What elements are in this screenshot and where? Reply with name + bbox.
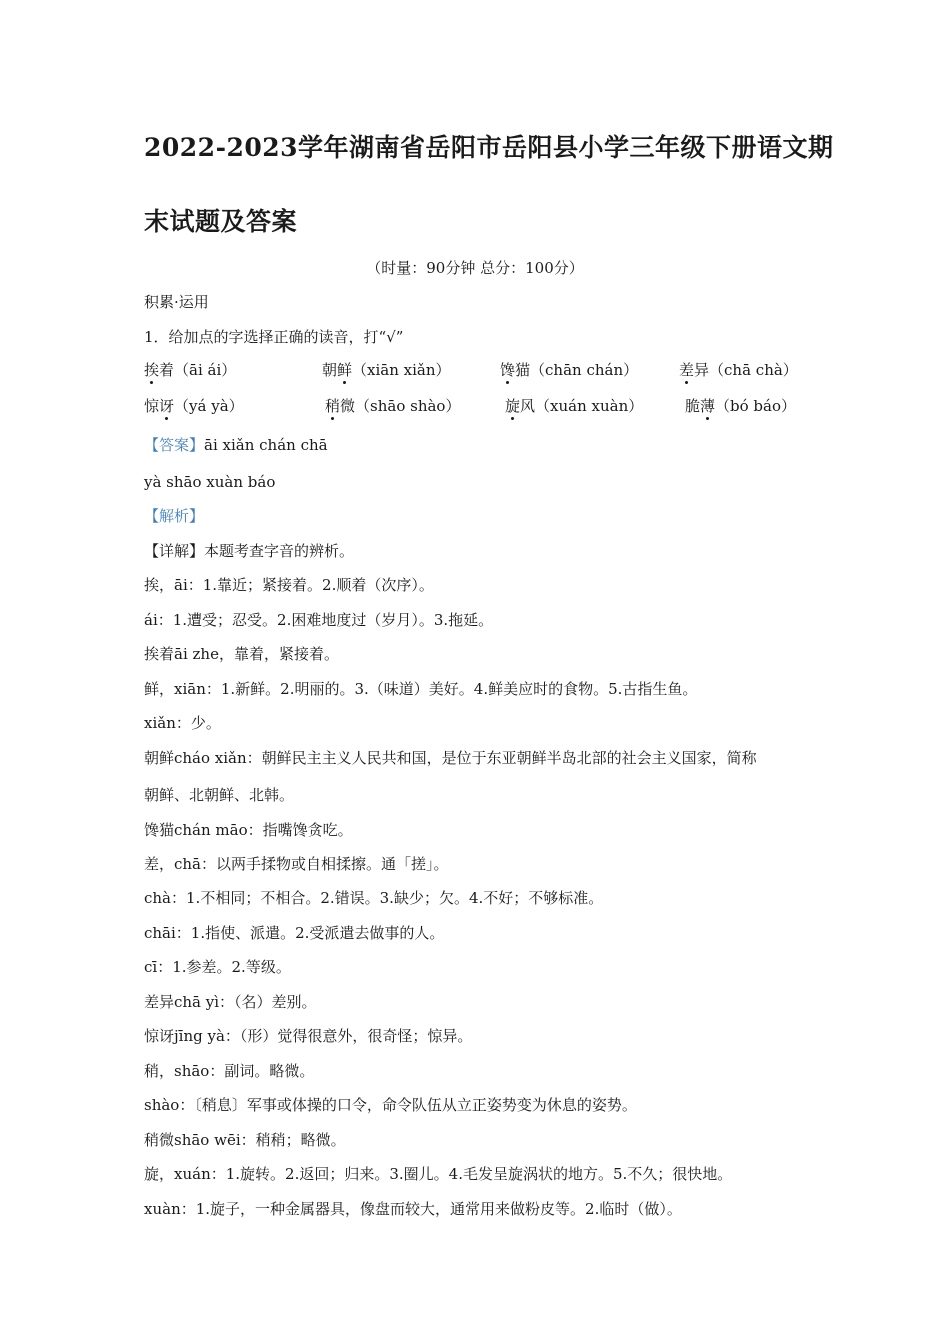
- pinyin-item: 馋猫（chān chán）: [500, 361, 639, 379]
- explanation-line: xuàn：1.旋子，一种金属器具，像盘而较大，通常用来做粉皮等。2.临时（做）。: [144, 1200, 682, 1218]
- question-1-prompt: 1．给加点的字选择正确的读音，打“√”: [144, 328, 404, 346]
- answer-line-2: yà shāo xuàn báo: [144, 473, 276, 491]
- explanation-line: 鲜，xiān：1.新鲜。2.明丽的。3.（味道）美好。4.鲜美应时的食物。5.古指生鱼。: [144, 680, 698, 698]
- pinyin-item: 挨着（āi ái）: [144, 361, 237, 379]
- pinyin-item: 旋风（xuán xuàn）: [505, 397, 644, 415]
- explanation-line: chāi：1.指使、派遣。2.受派遣去做事的人。: [144, 924, 445, 942]
- dotted-char: 鲜: [337, 361, 353, 379]
- explanation-line: 惊讶jīng yà：（形）觉得很意外，很奇怪；惊异。: [144, 1027, 473, 1045]
- explanation-line: cī：1.参差。2.等级。: [144, 958, 291, 976]
- explanation-line: 稍微shāo wēi：稍稍；略微。: [144, 1131, 346, 1149]
- exam-info: （时量：90分钟 总分：100分）: [366, 259, 584, 277]
- dotted-char: 旋: [505, 397, 521, 415]
- dotted-char: 稍: [325, 397, 341, 415]
- dotted-char: 讶: [159, 397, 175, 415]
- explanation-line: 稍，shāo：副词。略微。: [144, 1062, 315, 1080]
- explanation-line: 朝鲜、北朝鲜、北韩。: [144, 786, 295, 804]
- pinyin-item: 脆薄（bó báo）: [685, 397, 797, 415]
- dotted-char: 馋: [500, 361, 516, 379]
- section-heading: 积累·运用: [144, 293, 209, 311]
- explanation-line: 【详解】本题考查字音的辨析。: [144, 542, 355, 560]
- pinyin-item: 惊讶（yá yà）: [144, 397, 244, 415]
- explanation-line: ái：1.遭受；忍受。2.困难地度过（岁月）。3.拖延。: [144, 611, 494, 629]
- explanation-line: 旋，xuán：1.旋转。2.返回；归来。3.圈儿。4.毛发呈旋涡状的地方。5.不久；很快地。: [144, 1165, 733, 1183]
- pinyin-item: 朝鲜（xiān xiǎn）: [322, 361, 451, 379]
- explanation-line: 差异chā yì：（名）差别。: [144, 993, 317, 1011]
- explanation-line: 馋猫chán māo：指嘴馋贪吃。: [144, 821, 353, 839]
- explanation-line: shào：〔稍息〕军事或体操的口令，命令队伍从立正姿势变为休息的姿势。: [144, 1096, 637, 1114]
- answer-tag: 【答案】: [144, 436, 205, 454]
- answer-text: āi xiǎn chán chā: [204, 436, 328, 454]
- analysis-tag: 【解析】: [144, 507, 205, 525]
- explanation-line: 挨，āi：1.靠近；紧接着。2.顺着（次序）。: [144, 576, 434, 594]
- explanation-line: 朝鲜cháo xiǎn：朝鲜民主主义人民共和国，是位于东亚朝鲜半岛北部的社会主义国家，简称: [144, 749, 757, 767]
- answer-line-1: [144, 435, 328, 455]
- dotted-char: 薄: [700, 397, 716, 415]
- explanation-line: xiǎn：少。: [144, 714, 221, 732]
- dotted-char: 差: [679, 361, 695, 379]
- dotted-char: 挨: [144, 361, 160, 379]
- document-title-line2: 末试题及答案: [144, 207, 298, 236]
- pinyin-item: 差异（chā chà）: [679, 361, 798, 379]
- explanation-line: chà：1.不相同；不相合。2.错误。3.缺少；欠。4.不好；不够标准。: [144, 889, 604, 907]
- document-title-line1: 2022-2023学年湖南省岳阳市岳阳县小学三年级下册语文期: [144, 133, 834, 162]
- explanation-line: 差，chā：以两手揉物或自相揉擦。通「搓」。: [144, 855, 449, 873]
- explanation-line: 挨着āi zhe，靠着，紧接着。: [144, 645, 339, 663]
- pinyin-item: 稍微（shāo shào）: [325, 397, 461, 415]
